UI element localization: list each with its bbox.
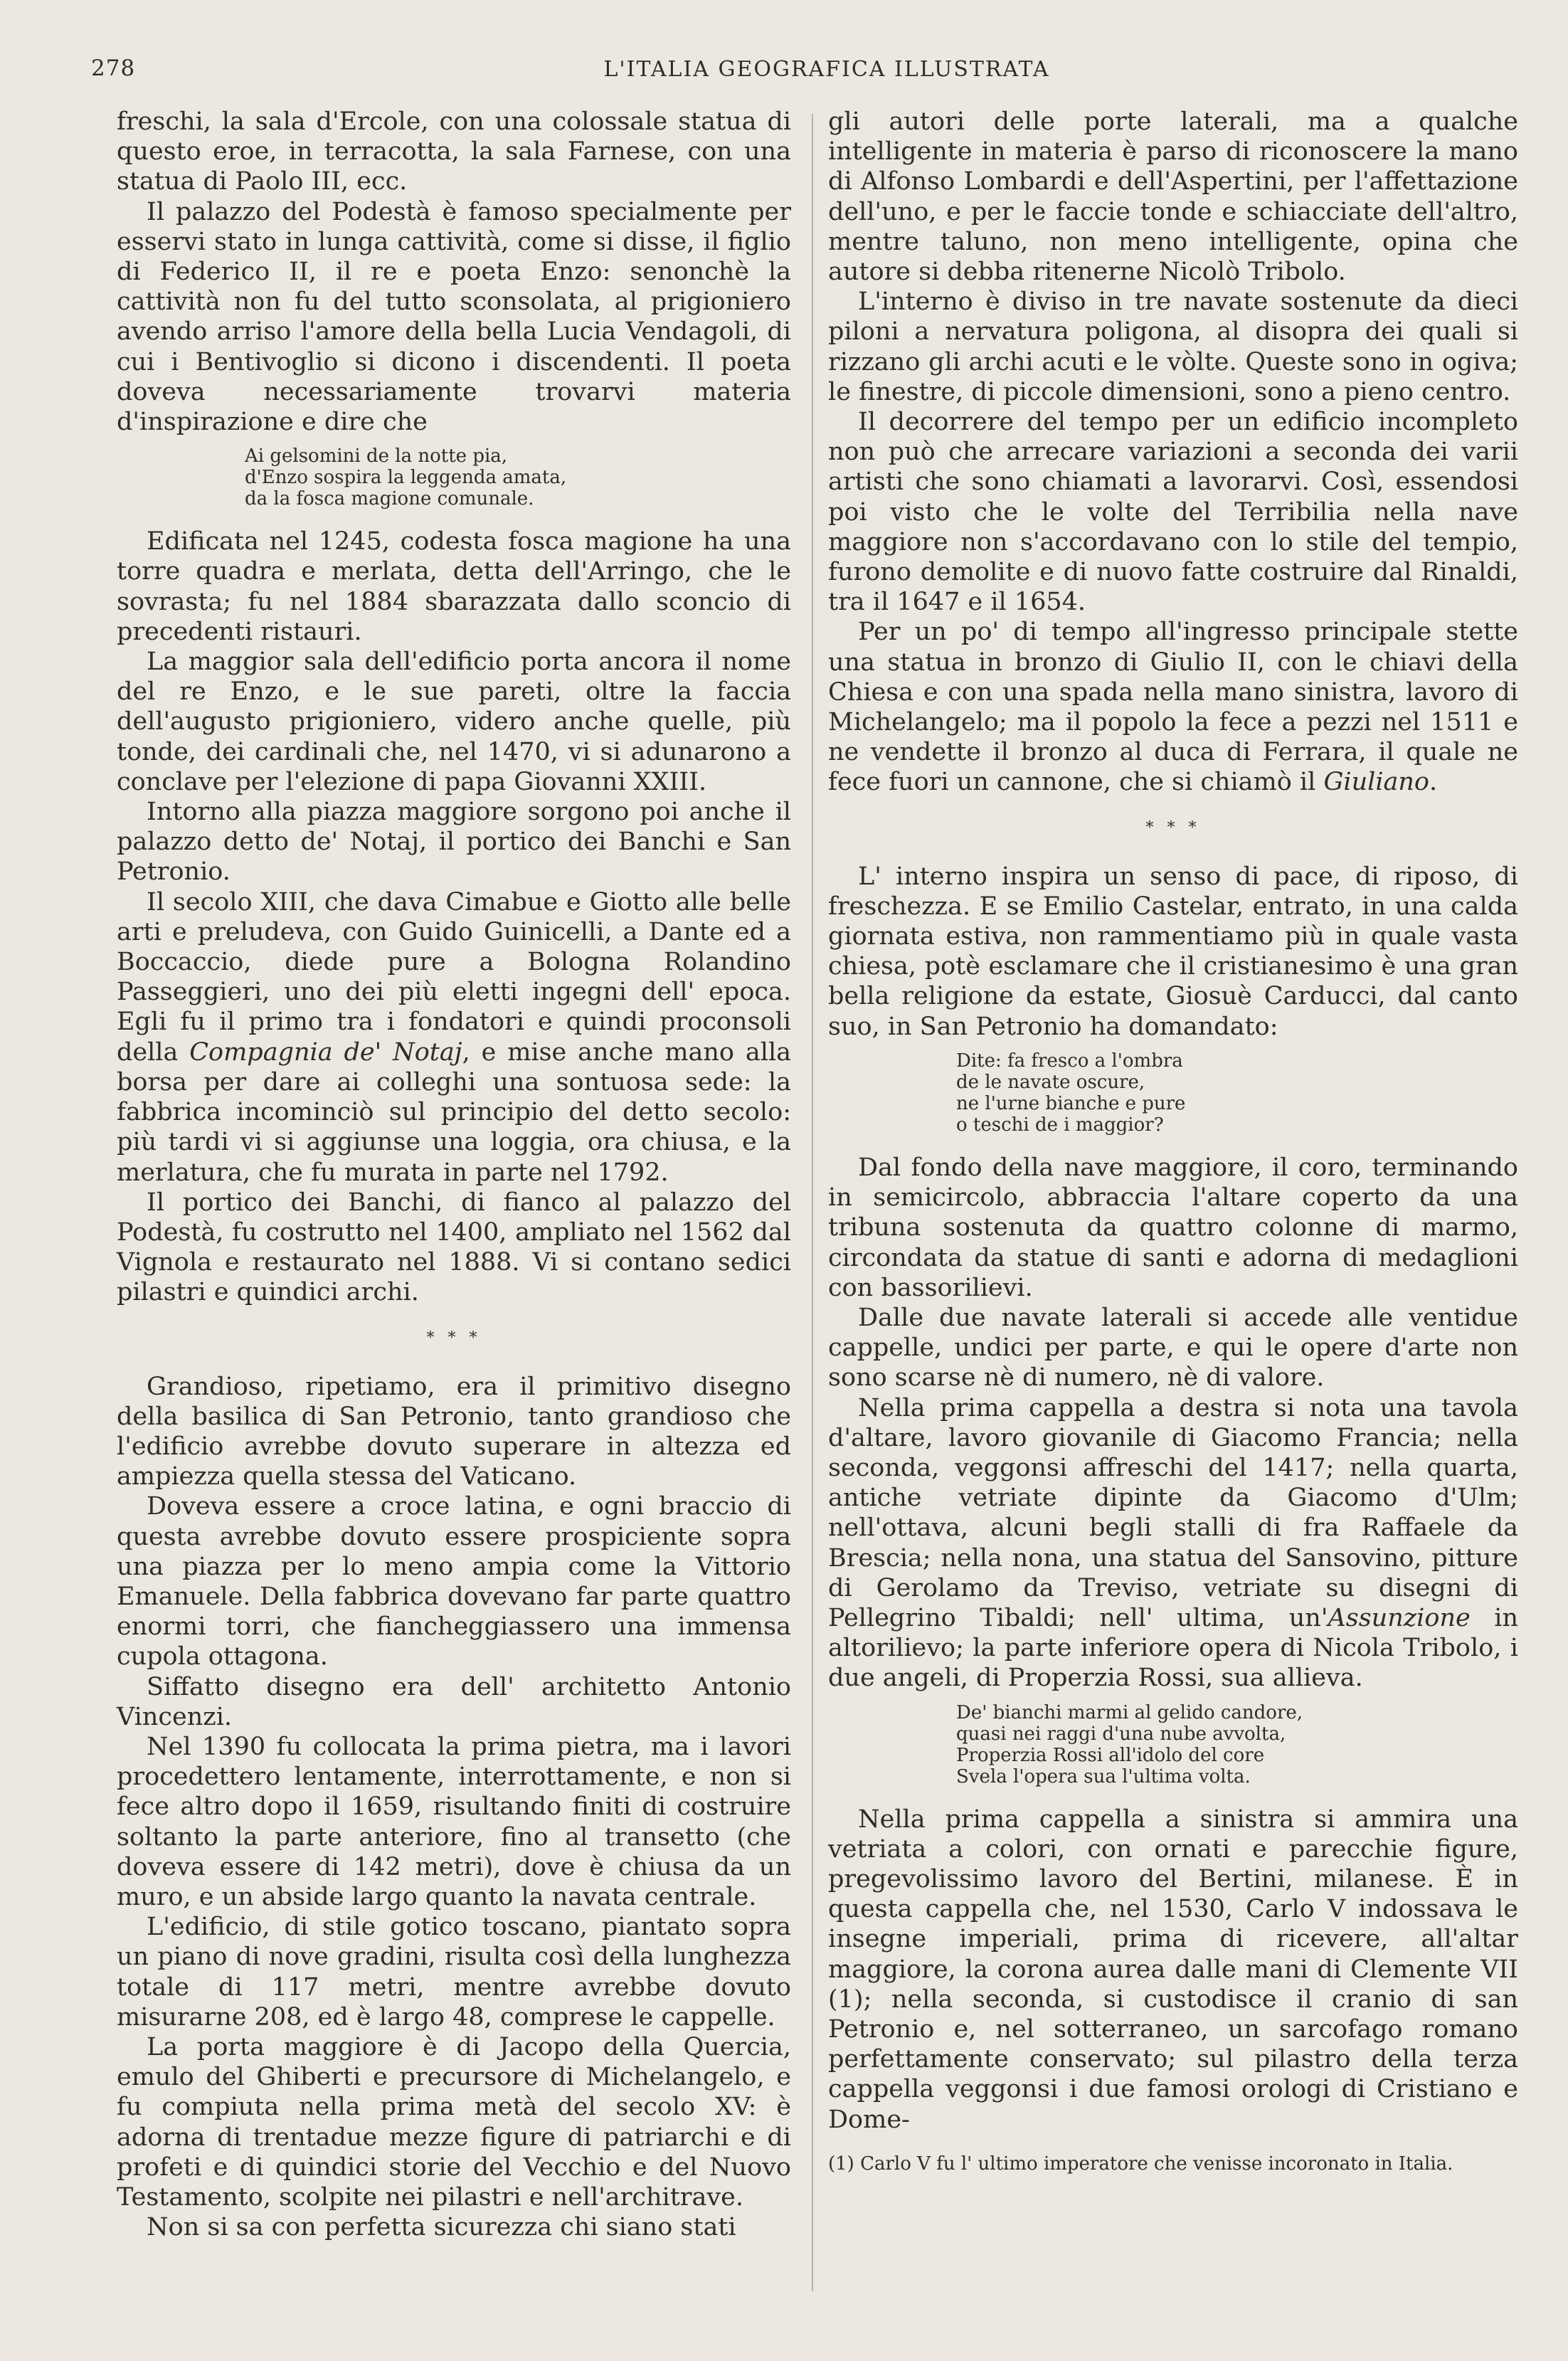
- text-run: .: [1429, 768, 1438, 797]
- verse-line: Svela l'opera sua l'ultima volta.: [956, 1765, 1251, 1787]
- text-run: in altorilievo; la parte inferiore opera di Nicola Tribolo, i due angeli, di Properzia Rossi, sua allieva.: [828, 1603, 1518, 1693]
- paragraph: La porta maggiore è di Jacopo della Quercia, emulo del Ghiberti e precursore di Michelangelo, e fu compiuta nella prima metà del secolo XV: è adorna di trentadue mezze figure di patriarchi e di profeti e di quindici storie del Vecchio e del Nuovo Testamento, scolpite nei pilastri e nell'architrave.: [117, 2032, 791, 2212]
- left-column: [117, 107, 791, 2242]
- paragraph: Siffatto disegno era dell' architetto Antonio Vincenzi.: [117, 1672, 791, 1731]
- paragraph: Dalle due navate laterali si accede alle ventidue cappelle, undici per parte, e qui le opere d'arte non sono scarse nè di numero, nè di valore.: [828, 1303, 1518, 1393]
- italic-title: Giuliano: [1323, 768, 1429, 797]
- italic-title: Assunzione: [1328, 1603, 1471, 1632]
- paragraph: [828, 1393, 1518, 1694]
- running-title: L'ITALIA GEOGRAFICA ILLUSTRATA: [603, 57, 1050, 82]
- verse-quote: [956, 1050, 1518, 1136]
- verse-line: Properzia Rossi all'idolo del core: [956, 1744, 1265, 1766]
- verse-line: de le navate oscure,: [956, 1071, 1145, 1093]
- verse-line: ne l'urne bianche e pure: [956, 1092, 1186, 1114]
- verse-line: o teschi de i maggior?: [956, 1114, 1164, 1136]
- section-separator: * * *: [426, 1329, 482, 1347]
- paragraph: freschi, la sala d'Ercole, con una colossale statua di questo eroe, in terracotta, la sala Farnese, con una statua di Paolo III, ecc.: [117, 107, 791, 196]
- paragraph: L'interno è diviso in tre navate sostenute da dieci piloni a nervatura poligona, al disopra dei quali si rizzano gli archi acuti e le vòlte. Queste sono in ogiva; le finestre, di piccole dimensioni, sono a pieno centro.: [828, 287, 1518, 406]
- text-run: , e mise anche mano alla borsa per dare ai colleghi una sontuosa sede: la fabbrica incominciò sul principio del detto secolo: più tardi vi si aggiunse una loggia, ora chiusa, e la merlatura, che fu murata in parte nel 1792.: [117, 1037, 791, 1187]
- verse-line: Ai gelsomini de la notte pia,: [245, 445, 508, 468]
- column-divider: [812, 114, 813, 2291]
- paragraph: [117, 887, 791, 1188]
- paragraph: L' interno inspira un senso di pace, di riposo, di freschezza. E se Emilio Castelar, entrato, in una calda giornata estiva, non rammentiamo più in quale vasta chiesa, potè esclamare che il cristianesimo è una gran bella religione da estate, Giosuè Carducci, dal canto suo, in San Petronio ha domandato:: [828, 862, 1518, 1041]
- italic-title: Compagnia de' Notaj: [189, 1037, 462, 1067]
- section-separator: * * *: [1145, 818, 1201, 837]
- text-run: Nella prima cappella a destra si nota una tavola d'altare, lavoro giovanile di Giacomo Francia; nella seconda, veggonsi affreschi del 1417; nella quarta, antiche vetriate dipinte da Giacomo d'Ulm; nell'ottava, alcuni begli stalli di fra Raffaele da Brescia; nella nona, una statua del Sansovino, pitture di Gerolamo da Treviso, vetriate su disegni di Pellegrino Tibaldi; nell' ultima, un': [828, 1393, 1518, 1632]
- verse-line: quasi nei raggi d'una nube avvolta,: [956, 1723, 1286, 1745]
- paragraph: Nella prima cappella a sinistra si ammira una vetriata a colori, con ornati e parecchie figure, pregevolissimo lavoro del Bertini, milanese. È in questa cappella che, nel 1530, Carlo V indossava le insegne imperiali, prima di ricevere, all'altar maggiore, la corona aurea dalle mani di Clemente VII (1); nella seconda, si custodisce il cranio di san Petronio e, nel sotterraneo, un sarcofago romano perfettamente conservato; sul pilastro della terza cappella veggonsi i due famosi orologi di Cristiano e Dome-: [828, 1805, 1518, 2134]
- paragraph: Grandioso, ripetiamo, era il primitivo disegno della basilica di San Petronio, tanto grandioso che l'edificio avrebbe dovuto superare in altezza ed ampiezza quella stessa del Vaticano.: [117, 1372, 791, 1491]
- paragraph: Il portico dei Banchi, di fianco al palazzo del Podestà, fu costrutto nel 1400, ampliato nel 1562 dal Vignola e restaurato nel 1888. Vi si contano sedici pilastri e quindici archi.: [117, 1188, 791, 1307]
- paragraph: Il decorrere del tempo per un edificio incompleto non può che arrecare variazioni a seconda dei varii artisti che sono chiamati a lavorarvi. Così, essendosi poi visto che le volte del Terribilia nella nave maggiore non s'accordavano con lo stile del tempio, furono demolite e di nuovo fatte costruire dal Rinaldi, tra il 1647 e il 1654.: [828, 408, 1518, 617]
- paragraph: Non si sa con perfetta sicurezza chi siano stati: [147, 2213, 736, 2242]
- paragraph: L'edificio, di stile gotico toscano, piantato sopra un piano di nove gradini, risulta così della lunghezza totale di 117 metri, mentre avrebbe dovuto misurarne 208, ed è largo 48, comprese le cappelle.: [117, 1913, 791, 2032]
- verse-line: De' bianchi marmi al gelido candore,: [956, 1701, 1303, 1723]
- paragraph: [828, 617, 1518, 797]
- verse-line: Dite: fa fresco a l'ombra: [956, 1050, 1183, 1072]
- paragraph: gli autori delle porte laterali, ma a qualche intelligente in materia è parso di riconoscere la mano di Alfonso Lombardi e dell'Aspertini, per l'affettazione dell'uno, e per le faccie tonde e schiacciate dell'altro, mentre taluno, non meno intelligente, opina che autore si debba ritenerne Nicolò Tribolo.: [828, 107, 1518, 287]
- text-run: Il secolo XIII, che dava Cimabue e Giotto alle belle arti e preludeva, con Guido Guinicelli, a Dante ed a Boccaccio, diede pure a Bologna Rolandino Passeggieri, uno dei più eletti ingegni dell' epoca. Egli fu il primo tra i fondatori e quindi proconsoli della: [117, 887, 791, 1067]
- paragraph: Nel 1390 fu collocata la prima pietra, ma i lavori procedettero lentamente, interrottamente, e non si fece altro dopo il 1659, risultando finiti di costruire soltanto la parte anteriore, fino al transetto (che doveva essere di 142 metri), dove è chiusa da un muro, e un abside largo quanto la navata centrale.: [117, 1732, 791, 1911]
- verse-line: da la fosca magione comunale.: [245, 488, 534, 510]
- paragraph: Edificata nel 1245, codesta fosca magione ha una torre quadra e merlata, detta dell'Arringo, che le sovrasta; fu nel 1884 sbarazzata dallo sconcio di precedenti ristauri.: [117, 527, 791, 646]
- paragraph: Il palazzo del Podestà è famoso specialmente per esservi stato in lunga cattività, come si disse, il figlio di Federico II, il re e poeta Enzo: senonchè la cattività non fu del tutto sconsolata, al prigioniero avendo arriso l'amore della bella Lucia Vendagoli, di cui i Bentivoglio si dicono i discendenti. Il poeta doveva necessariamente trovarvi materia d'inspirazione e dire che: [117, 197, 791, 437]
- verse-line: d'Enzo sospira la leggenda amata,: [245, 467, 567, 489]
- paragraph: La maggior sala dell'edificio porta ancora il nome del re Enzo, e le sue pareti, oltre la faccia dell'augusto prigioniero, videro anche quelle, più tonde, dei cardinali che, nel 1470, vi si adunarono a conclave per l'elezione di papa Giovanni XXIII.: [117, 648, 791, 796]
- page-number: 278: [91, 56, 136, 81]
- text-run: Per un po' di tempo all'ingresso principale stette una statua in bronzo di Giulio II, con le chiavi della Chiesa e con una spada nella mano sinistra, lavoro di Michelangelo; ma il popolo la fece a pezzi nel 1511 e ne vendette il bronzo al duca di Ferrara, il quale ne fece fuori un cannone, che si chiamò il: [828, 618, 1518, 797]
- right-column: [828, 107, 1518, 2175]
- paragraph: Dal fondo della nave maggiore, il coro, terminando in semicircolo, abbraccia l'altare coperto da una tribuna sostenuta da quattro colonne di marmo, circondata da statue di santi e adorna di medaglioni con bassorilievi.: [828, 1153, 1518, 1302]
- verse-quote: [956, 1702, 1518, 1787]
- footnote: (1) Carlo V fu l' ultimo imperatore che venisse incoronato in Italia.: [828, 2153, 1453, 2175]
- verse-quote: [245, 445, 791, 509]
- paragraph: Intorno alla piazza maggiore sorgono poi anche il palazzo detto de' Notaj, il portico dei Banchi e San Petronio.: [117, 798, 791, 887]
- paragraph: Doveva essere a croce latina, e ogni braccio di questa avrebbe dovuto essere prospiciente sopra una piazza per lo meno ampia come la Vittorio Emanuele. Della fabbrica dovevano far parte quattro enormi torri, che fiancheggiassero una immensa cupola ottagona.: [117, 1492, 791, 1671]
